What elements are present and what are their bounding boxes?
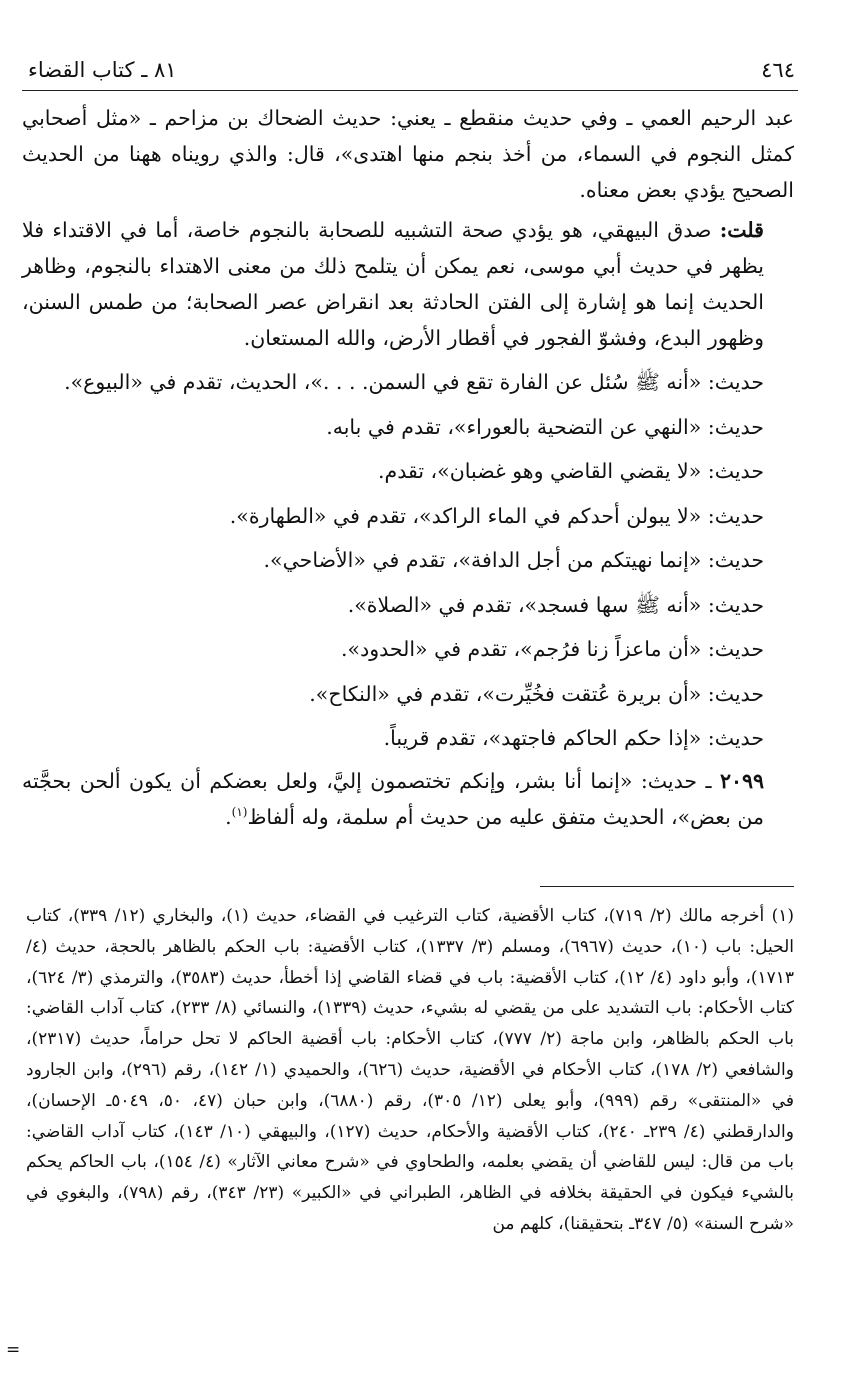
main-text: [22, 100, 794, 839]
hadith-ref-3: حديث: «لا يقضي القاضي وهو غضبان»، تقدم.: [378, 459, 764, 483]
footnote-rule: [540, 886, 794, 887]
page-number: ٤٦٤: [761, 58, 795, 82]
continuation-mark: =: [6, 1340, 21, 1360]
running-title: ٨١ ـ كتاب القضاء: [28, 58, 177, 82]
hadith-ref-9: حديث: «إذا حكم الحاكم فاجتهد»، تقدم قريباً.: [383, 726, 764, 750]
paragraph-1: عبد الرحيم العمي ـ وفي حديث منقطع ـ يعني: حديث الضحاك بن مزاحم ـ «مثل أصحابي كمثل النجوم في السماء، من أخذ بنجم منها اهتدى»، قال: والذي رويناه ههنا من الحديث الصحيح يؤدي بعض معناه.: [22, 106, 794, 202]
header-rule: [22, 90, 798, 91]
paragraph-2-label: قلت:: [719, 218, 764, 242]
page-header: [28, 58, 795, 88]
hadith-ref-2: حديث: «النهي عن التضحية بالعوراء»، تقدم في بابه.: [326, 414, 764, 439]
entry-end: .: [225, 804, 232, 829]
hadith-ref-8: حديث: «أن بريرة عُتقت فخُيِّرت»، تقدم في «النكاح».: [309, 681, 764, 706]
hadith-ref-7: حديث: «أن ماعزاً زنا فرُجم»، تقدم في «الحدود».: [341, 637, 764, 661]
entry-text: ـ حديث: «إنما أنا بشر، وإنكم تختصمون إليَّ، ولعل بعضكم أن يكون ألحن بحجَّته من بعض»، الحديث متفق عليه من حديث أم سلمة، وله ألفاظ: [22, 768, 764, 829]
hadith-ref-4: حديث: «لا يبولن أحدكم في الماء الراكد»، تقدم في «الطهارة».: [229, 503, 764, 528]
footnote-ref[interactable]: (١): [231, 804, 248, 819]
hadith-ref-6: حديث: «أنه ﷺ سها فسجد»، تقدم في «الصلاة».: [347, 592, 764, 617]
paragraph-2-text: صدق البيهقي، هو يؤدي صحة التشبيه للصحابة بالنجوم خاصة، أما في الاقتداء فلا يظهر في حديث أبي موسى، نعم يمكن أن يتلمح ذلك من معنى الاهتداء بالنجوم، وظاهر الحديث إنما هو إشارة إلى الفتن الحادثة بعد انقراض عصر الصحابة؛ من طمس السنن، وظهور البدع، وفشوّ الفجور في أقطار الأرض، والله المستعان.: [22, 218, 764, 350]
entry-number: ٢٠٩٩: [719, 768, 764, 793]
hadith-ref-1: حديث: «أنه ﷺ سُئل عن الفارة تقع في السمن. . . .»، الحديث، تقدم في «البيوع».: [64, 370, 764, 394]
footnote: [26, 901, 794, 1240]
numbered-entry: [22, 763, 794, 835]
hadith-ref-5: حديث: «إنما نهيتكم من أجل الدافة»، تقدم في «الأضاحي».: [263, 548, 764, 572]
footnote-text: (١) أخرجه مالك (٢/ ٧١٩)، كتاب الأقضية، كتاب الترغيب في القضاء، حديث (١)، والبخاري (١٢/ ٣٣٩)، كتاب الحيل: باب (١٠)، حديث (٦٩٦٧)، ومسلم (٣/ ١٣٣٧)، كتاب الأقضية: باب الحكم بالظاهر بالحجة، حديث (٤/ ١٧١٣)، وأبو داود (٤/ ١٢)، كتاب الأقضية: باب في قضاء القاضي إذا أخطأ، حديث (٣٥٨٣)، والترمذي (٣/ ٦٢٤)، كتاب الأحكام: باب التشديد على من يقضي له بشيء، حديث (١٣٣٩)، والنسائي (٨/ ٢٣٣)، كتاب آداب القاضي: باب الحكم بالظاهر، وابن ماجة (٢/ ٧٧٧)، كتاب الأحكام: باب أقضية الحاكم لا تحل حراماً، حديث (٢٣١٧)، والشافعي (٢/ ١٧٨)، كتاب الأحكام في الأقضية، حديث (٦٢٦)، والحميدي (١/ ١٤٢)، رقم (٢٩٦)، وابن الجارود في «المنتقى» رقم (٩٩٩)، وأبو يعلى (١٢/ ٣٠٥)، رقم (٦٨٨٠)، وابن حبان (٤٧، ٥٠، ٥٠٤٩ـ الإحسان)، والدارقطني (٤/ ٢٣٩ـ ٢٤٠)، كتاب الأقضية والأحكام، حديث (١٢٧)، والبيهقي (١٠/ ١٤٣)، كتاب آداب القاضي: باب من قال: ليس للقاضي أن يقضي بعلمه، والطحاوي في «شرح معاني الآثار» (٤/ ١٥٤)، باب الحاكم يحكم بالشيء فيكون في الحقيقة بخلافه في الظاهر، الطبراني في «الكبير» (٢٣/ ٣٤٣)، رقم (٧٩٨)، والبغوي في «شرح السنة» (٥/ ٣٤٧ـ بتحقيقنا)، كلهم من: [26, 906, 795, 1234]
paragraph-2: [22, 212, 794, 356]
